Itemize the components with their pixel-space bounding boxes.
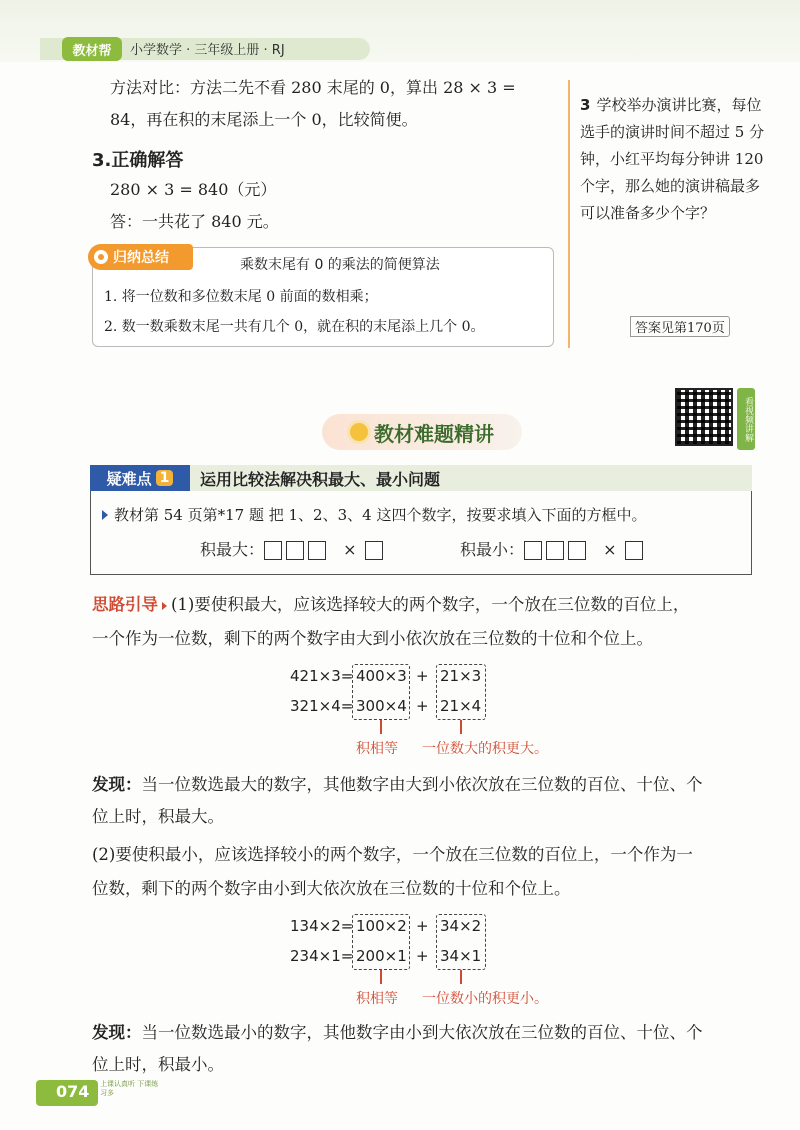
section-title: 教材难题精讲 bbox=[374, 421, 494, 446]
answer-box[interactable] bbox=[568, 541, 586, 560]
triangle-icon bbox=[162, 602, 167, 610]
note-smaller: 一位数小的积更小。 bbox=[422, 991, 548, 1007]
plus-sign: + bbox=[416, 697, 429, 715]
max-label: 积最大： bbox=[200, 540, 265, 559]
difficulty-title: 运用比较法解决积最大、最小问题 bbox=[200, 470, 441, 489]
eq-part: 100×2 bbox=[356, 917, 407, 935]
question-3 bbox=[580, 92, 770, 227]
answer-box[interactable] bbox=[546, 541, 564, 560]
difficulty-source-text: 教材第 54 页第*17 题 把 1、2、3、4 这四个数字，按要求填入下面的方框中。 bbox=[114, 506, 647, 524]
brand-logo: 教材帮 bbox=[62, 37, 122, 61]
note-bigger: 一位数大的积更大。 bbox=[422, 741, 548, 757]
answer-box[interactable] bbox=[264, 541, 282, 560]
answer-heading: 3.正确解答 bbox=[92, 150, 184, 171]
question-text: 学校举办演讲比赛，每位选手的演讲时间不超过 5 分钟，小红平均每分钟讲 120 个字，那么她的演讲稿最多可以准备多少个字？ bbox=[580, 96, 765, 222]
arrow-down-icon bbox=[380, 970, 382, 984]
plus-sign: + bbox=[416, 667, 429, 685]
finding-label: 发现： bbox=[92, 775, 142, 794]
hint-paragraph-2b: 位数，剩下的两个数字由小到大依次放在三位数的十位和个位上。 bbox=[92, 879, 571, 898]
eq-part: 21×4 bbox=[440, 697, 482, 715]
eq-row-2-lhs: 321×4= bbox=[290, 697, 354, 715]
footer-slogan: 上课认真听 下课练习多 bbox=[100, 1080, 159, 1097]
min-label: 积最小： bbox=[460, 540, 525, 559]
eq-row-2-lhs: 234×1= bbox=[290, 947, 354, 965]
target-icon bbox=[94, 250, 108, 264]
summary-tag bbox=[88, 244, 193, 270]
plus-sign: + bbox=[416, 917, 429, 935]
finding-text: 当一位数选最大的数字，其他数字由大到小依次放在三位数的百位、十位、个 bbox=[141, 775, 703, 794]
compare-line-2: 84，再在积的末尾添上一个 0，比较简便。 bbox=[110, 110, 418, 129]
answer-box[interactable] bbox=[286, 541, 304, 560]
answer-box[interactable] bbox=[308, 541, 326, 560]
times-sign: × bbox=[343, 540, 357, 559]
triangle-icon bbox=[102, 510, 108, 520]
answer-calc: 280 × 3 = 840（元） bbox=[110, 180, 277, 199]
eq-part: 34×2 bbox=[440, 917, 482, 935]
note-equal: 积相等 bbox=[356, 741, 398, 757]
eq-part: 21×3 bbox=[440, 667, 482, 685]
eq-part: 400×3 bbox=[356, 667, 407, 685]
summary-tag-label: 归纳总结 bbox=[113, 250, 169, 266]
max-product-row bbox=[200, 537, 387, 560]
difficulty-tag-label: 疑难点 bbox=[106, 469, 152, 488]
question-number: 3 bbox=[580, 96, 591, 114]
summary-item: 2. 数一数乘数末尾一共有几个 0，就在积的末尾添上几个 0。 bbox=[104, 319, 485, 335]
qr-label: 看视频讲解 bbox=[737, 388, 755, 450]
eq-part: 300×4 bbox=[356, 697, 407, 715]
hint-paragraph-1b: 一个作为一位数，剩下的两个数字由大到小依次放在三位数的十位和个位上。 bbox=[92, 629, 653, 648]
answer-box[interactable] bbox=[365, 541, 383, 560]
page-number: 074 bbox=[56, 1082, 90, 1101]
summary-title: 乘数末尾有 0 的乘法的简便算法 bbox=[240, 257, 440, 273]
hint-paragraph-1 bbox=[92, 590, 762, 620]
section-header bbox=[322, 414, 522, 450]
times-sign: × bbox=[603, 540, 617, 559]
arrow-down-icon bbox=[380, 720, 382, 734]
column-divider bbox=[568, 80, 570, 348]
hint-paragraph-2: (2)要使积最小，应该选择较小的两个数字，一个放在三位数的百位上，一个作为一 bbox=[92, 845, 693, 864]
answer-box[interactable] bbox=[625, 541, 643, 560]
min-product-row bbox=[460, 537, 647, 560]
hint-label: 思路引导 bbox=[92, 595, 158, 614]
plus-sign: + bbox=[416, 947, 429, 965]
finding-text: 当一位数选最小的数字，其他数字由小到大依次放在三位数的百位、十位、个 bbox=[141, 1023, 703, 1042]
difficulty-number: 1 bbox=[156, 470, 174, 486]
difficulty-tag bbox=[90, 465, 190, 491]
arrow-down-icon bbox=[460, 720, 462, 734]
eq-part: 200×1 bbox=[356, 947, 407, 965]
lightbulb-icon bbox=[350, 423, 368, 441]
finding-1b: 位上时，积最大。 bbox=[92, 807, 224, 826]
summary-item: 1. 将一位数和多位数末尾 0 前面的数相乘； bbox=[104, 289, 378, 305]
finding-label: 发现： bbox=[92, 1023, 142, 1042]
answer-text: 答：一共花了 840 元。 bbox=[110, 212, 279, 231]
eq-row-1-lhs: 421×3= bbox=[290, 667, 354, 685]
qr-code[interactable] bbox=[675, 388, 733, 446]
finding-1 bbox=[92, 770, 762, 800]
eq-row-1-lhs: 134×2= bbox=[290, 917, 354, 935]
difficulty-source bbox=[102, 504, 646, 525]
hint-text: (1)要使积最大，应该选择较大的两个数字，一个放在三位数的百位上， bbox=[171, 595, 690, 614]
eq-part: 34×1 bbox=[440, 947, 482, 965]
compare-line-1: 方法对比：方法二先不看 280 末尾的 0，算出 28 × 3 = bbox=[110, 78, 516, 97]
answer-box[interactable] bbox=[524, 541, 542, 560]
finding-2b: 位上时，积最小。 bbox=[92, 1055, 224, 1074]
answer-reference: 答案见第170页 bbox=[630, 316, 730, 337]
book-title: 小学数学 · 三年级上册 · RJ bbox=[130, 43, 285, 58]
finding-2 bbox=[92, 1018, 762, 1048]
arrow-down-icon bbox=[460, 970, 462, 984]
note-equal: 积相等 bbox=[356, 991, 398, 1007]
